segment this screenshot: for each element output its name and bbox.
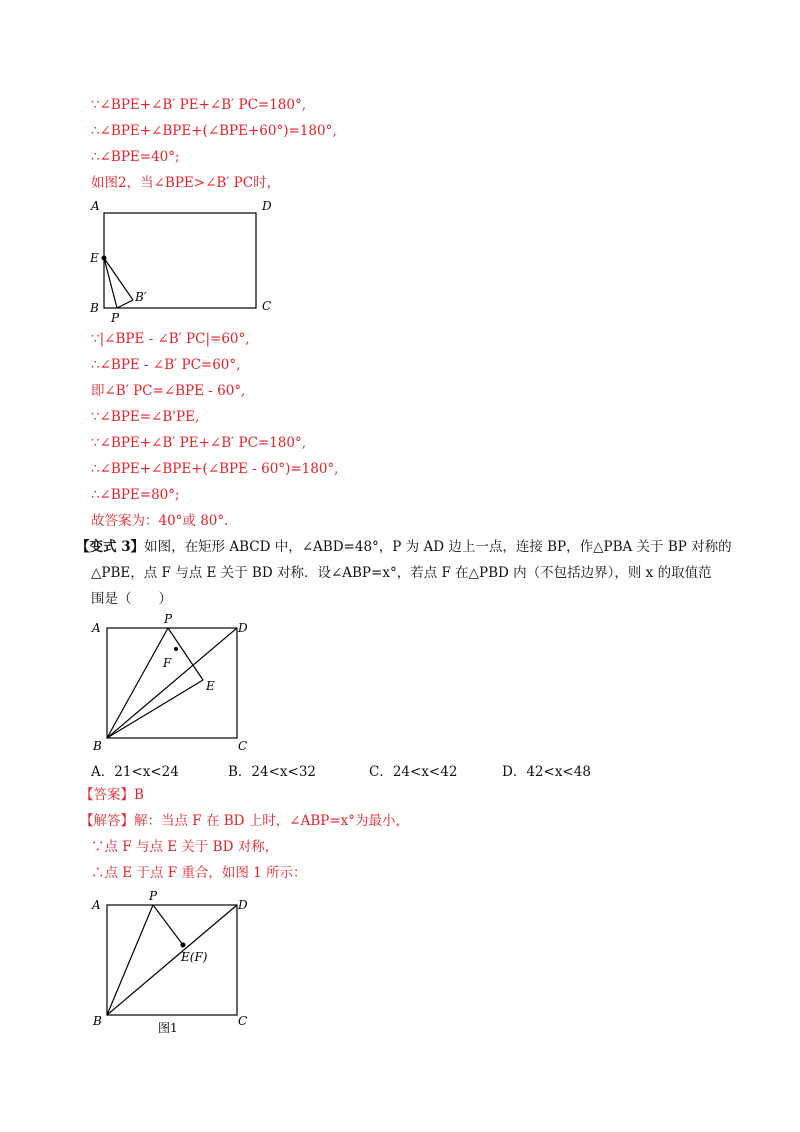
solution-line: ∴点 E 于点 F 重合，如图 1 所示：: [91, 865, 307, 881]
label-B-prime: B′: [135, 290, 147, 304]
label-A: A: [92, 898, 101, 912]
solution-line: 故答案为：40°或 80°.: [91, 513, 229, 529]
label-A: A: [92, 621, 101, 635]
label-P: P: [164, 612, 173, 626]
option-b[interactable]: B．24<x<32: [228, 764, 317, 780]
solution-line: 如图2，当∠BPE>∠B′ PC时，: [91, 175, 281, 191]
label-E: E: [90, 251, 99, 265]
figure-2-diagram: [85, 196, 305, 326]
label-C: C: [238, 739, 248, 753]
solution-line: 【解答】解：当点 F 在 BD 上时，∠ABP=x°为最小，: [80, 813, 410, 829]
label-B: B: [90, 301, 99, 315]
label-D: D: [262, 199, 272, 213]
problem-line-3: 围是（ ）: [91, 591, 172, 607]
label-B: B: [93, 739, 102, 753]
label-F: F: [163, 656, 172, 670]
solution-line: ∴∠BPE=80°;: [91, 487, 180, 503]
figure-1-diagram: [85, 888, 265, 1043]
figure-caption: 图1: [158, 1021, 178, 1035]
problem-diagram: [85, 610, 265, 755]
label-C: C: [238, 1014, 248, 1028]
solution-line: ∴∠BPE=40°;: [91, 149, 180, 165]
solution-line: ∵∠BPE+∠B′ PE+∠B′ PC=180°,: [91, 435, 307, 451]
label-D: D: [238, 898, 248, 912]
solution-line: ∵点 F 与点 E 关于 BD 对称，: [91, 839, 279, 855]
label-A: A: [91, 199, 100, 213]
option-d[interactable]: D．42<x<48: [502, 764, 591, 780]
label-P: P: [149, 889, 158, 903]
option-a[interactable]: A．21<x<24: [91, 764, 179, 780]
label-E-F: E(F): [181, 950, 208, 964]
label-E: E: [206, 679, 215, 693]
solution-line: ∴∠BPE - ∠B′ PC=60°,: [91, 357, 241, 373]
label-P: P: [111, 311, 120, 325]
label-D: D: [238, 621, 248, 635]
solution-line: 即∠B′ PC=∠BPE - 60°,: [91, 383, 246, 399]
label-B: B: [93, 1014, 102, 1028]
problem-tag: 【变式 3】: [76, 539, 145, 555]
problem-line-1: [76, 538, 732, 556]
label-C: C: [262, 299, 272, 313]
solution-line: ∵∠BPE+∠B′ PE+∠B′ PC=180°,: [91, 97, 307, 113]
answer: 【答案】B: [80, 787, 144, 803]
solution-line: ∴∠BPE+∠BPE+(∠BPE+60°)=180°,: [91, 123, 337, 139]
solution-line: ∵∠BPE=∠B'PE,: [91, 409, 200, 425]
solution-line: ∴∠BPE+∠BPE+(∠BPE - 60°)=180°,: [91, 461, 339, 477]
option-c[interactable]: C．24<x<42: [369, 764, 458, 780]
problem-line-2: △PBE，点 F 与点 E 关于 BD 对称．设∠ABP=x°，若点 F 在△PBD 内（不包括边界），则 x 的取值范: [91, 565, 712, 581]
problem-text: 如图，在矩形 ABCD 中，∠ABD=48°，P 为 AD 边上一点，连接 BP，作△PBA 关于 BP 对称的: [144, 539, 732, 555]
solution-line: ∵|∠BPE - ∠B′ PC|=60°,: [91, 331, 250, 347]
